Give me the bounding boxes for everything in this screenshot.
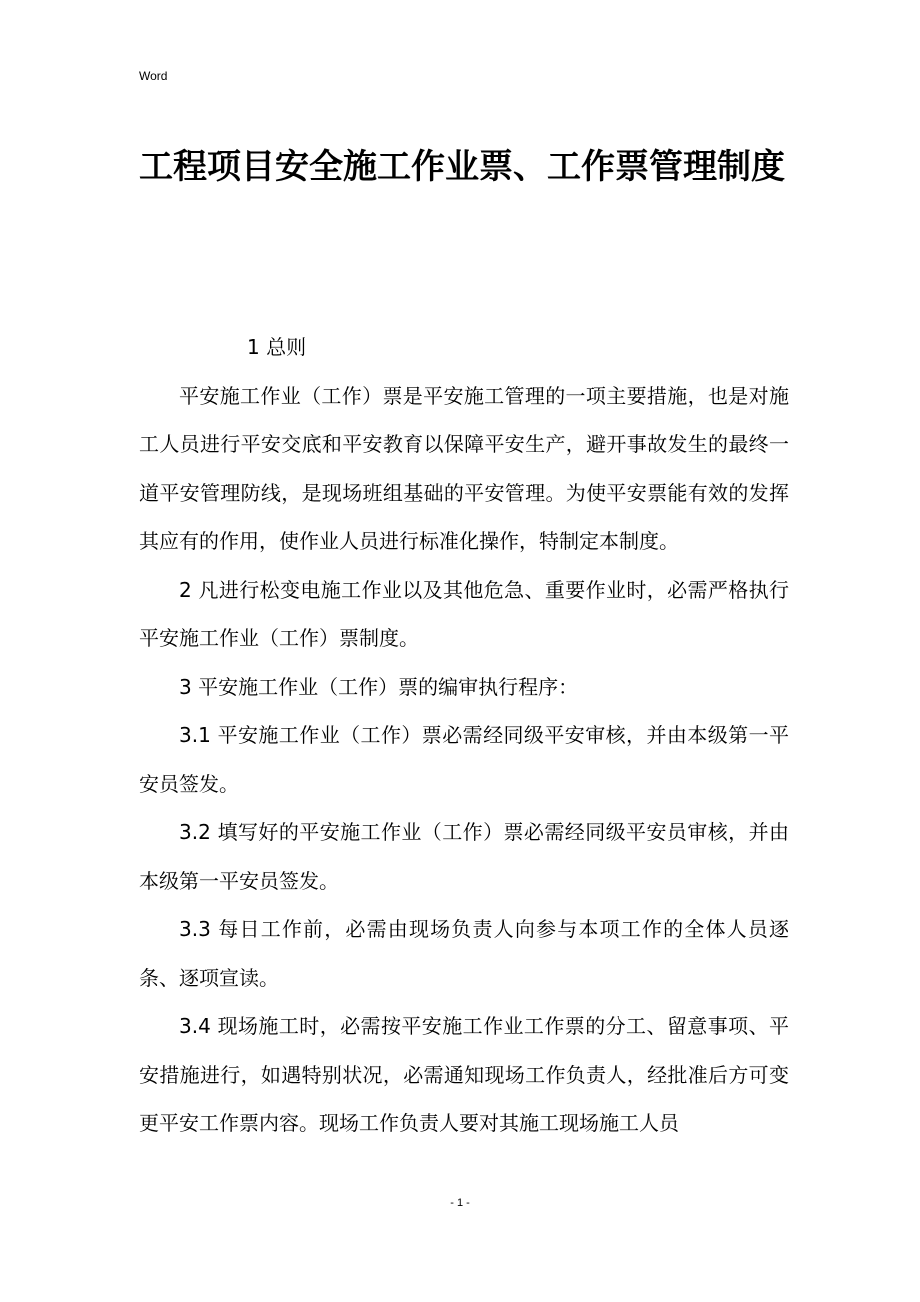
header-app-label: Word [139, 69, 168, 83]
page-number: - 1 - [450, 1197, 470, 1209]
paragraph-3-1: 3.1 平安施工作业（工作）票必需经同级平安审核，并由本级第一平安员签发。 [139, 723, 789, 796]
paragraph-3-2: 3.2 填写好的平安施工作业（工作）票必需经同级平安员审核，并由本级第一平安员签发。 [139, 820, 789, 893]
document-body [139, 323, 789, 1148]
paragraph-3: 3 平安施工作业（工作）票的编审执行程序： [179, 674, 579, 699]
paragraph-3-3: 3.3 每日工作前，必需由现场负责人向参与本项工作的全体人员逐条、逐项宣读。 [139, 917, 789, 990]
paragraph-general: 平安施工作业（工作）票是平安施工管理的一项主要措施，也是对施工人员进行平安交底和平安教育以保障平安生产，避开事故发生的最终一道平安管理防线，是现场班组基础的平安管理。为使平安票能有效的发挥其应有的作用，使作业人员进行标准化操作，特制定本制度。 [139, 383, 789, 553]
paragraph-2: 2 凡进行松变电施工作业以及其他危急、重要作业时，必需严格执行平安施工作业（工作）票制度。 [139, 577, 789, 650]
paragraph-3-4: 3.4 现场施工时，必需按平安施工作业工作票的分工、留意事项、平安措施进行，如遇特别状况，必需通知现场工作负责人，经批准后方可变更平安工作票内容。现场工作负责人要对其施工现场施工人员 [139, 1014, 789, 1135]
document-title: 工程项目安全施工作业票、工作票管理制度 [139, 147, 785, 187]
section-heading: 1 总则 [247, 335, 307, 359]
